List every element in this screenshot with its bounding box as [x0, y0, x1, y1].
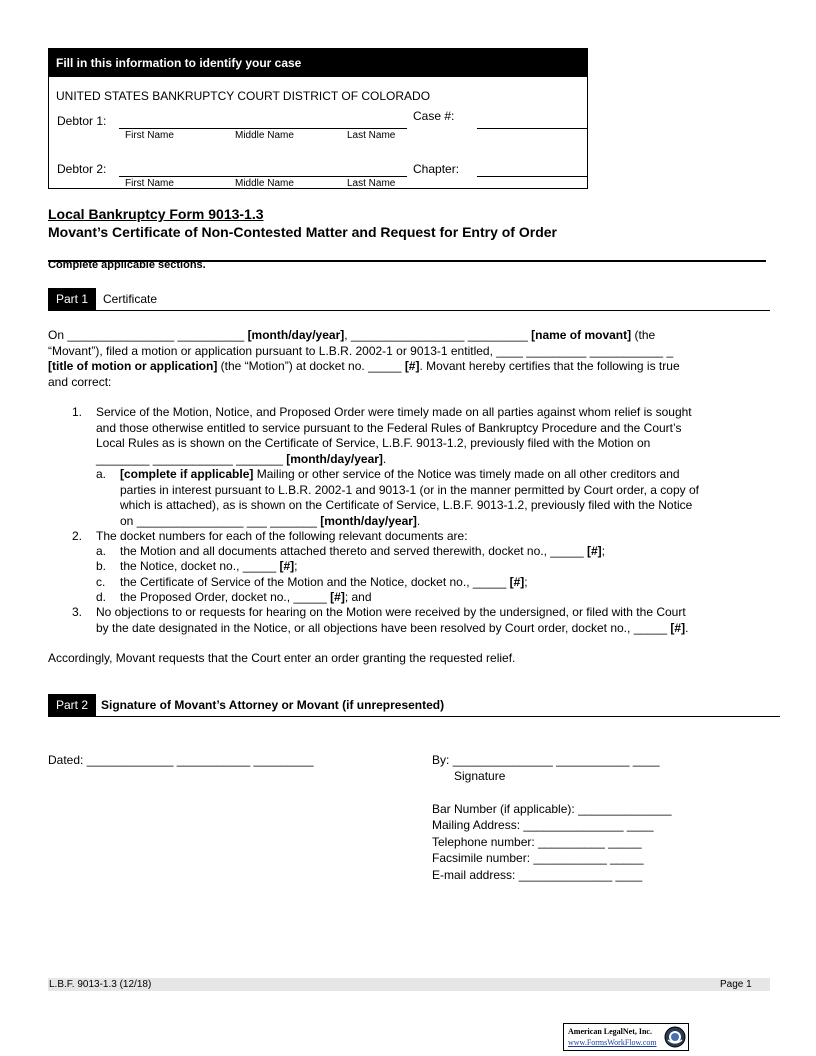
part2-divider [48, 716, 780, 717]
footer-page-number: Page 1 [720, 979, 752, 990]
debtor1-label: Debtor 1: [57, 114, 107, 128]
debtor2-label: Debtor 2: [57, 162, 107, 176]
item2c-letter: c. [96, 575, 106, 589]
form-title: Movant’s Certificate of Non-Contested Matter and Request for Entry of Order [48, 224, 557, 240]
filing-date-blank[interactable]: ________________ __________ [67, 328, 245, 342]
debtor2-last-name-label: Last Name [347, 178, 396, 189]
debtor2-middle-name-label: Middle Name [235, 178, 294, 189]
debtor1-middle-name-label: Middle Name [235, 130, 294, 141]
email-row: E-mail address: ______________ ____ [432, 868, 643, 882]
part1-title: Certificate [103, 292, 158, 306]
part1-tab: Part 1 [48, 288, 96, 310]
chapter-label: Chapter: [413, 162, 460, 176]
proposed-order-docket-no-blank[interactable]: _____ [293, 590, 327, 604]
bar-number-field[interactable]: ______________ [578, 802, 672, 816]
debtor1-last-name-label: Last Name [347, 130, 396, 141]
item2-intro: The docket numbers for each of the following relevant documents are: [96, 529, 468, 543]
bar-number-row: Bar Number (if applicable): ______________ [432, 802, 672, 816]
email-field[interactable]: ______________ ____ [518, 868, 643, 882]
facsimile-row: Facsimile number: ___________ _____ [432, 851, 644, 865]
closing-request: Accordingly, Movant requests that the Court enter an order granting the requested relief. [48, 651, 516, 665]
motion-docket-blank[interactable]: _____ [368, 359, 402, 373]
court-name: UNITED STATES BANKRUPTCY COURT DISTRICT OF COLORADO [56, 89, 431, 103]
part2-title: Signature of Movant’s Attorney or Movant (if unrepresented) [101, 698, 445, 712]
logo-company-name: American LegalNet, Inc. [568, 1027, 652, 1036]
debtor1-first-name-label: First Name [125, 130, 174, 141]
signature-field[interactable]: _______________ ___________ ____ [452, 753, 660, 767]
notice-service-date-blank[interactable]: ________________ ___ _______ [136, 513, 317, 528]
item1-number: 1. [72, 405, 83, 419]
item2a-letter: a. [96, 544, 107, 558]
item2d-text: the Proposed Order, docket no., _____ [#]; and [120, 590, 372, 604]
case-number-label: Case #: [413, 109, 455, 123]
debtor2-name-field[interactable] [119, 176, 407, 177]
item3-number: 3. [72, 605, 83, 619]
case-info-box [48, 48, 588, 189]
dated-row: Dated: _____________ ___________ _________ [48, 753, 314, 767]
by-row: By: _______________ ___________ ____ [432, 753, 660, 767]
footer-form-id: L.B.F. 9013-1.3 (12/18) [49, 979, 152, 990]
item3-text: No objections to or requests for hearing on the Motion were received by the undersigned, or filed with the Court by the date designated in the Notice, or all objections have been resolved by Court order, docket no., _____ [#]. [96, 605, 689, 635]
signature-label: Signature [454, 769, 506, 783]
telephone-row: Telephone number: __________ _____ [432, 835, 642, 849]
case-number-field[interactable] [477, 128, 587, 129]
resolution-docket-no-blank[interactable]: _____ [633, 620, 668, 635]
logo-url[interactable]: www.FormsWorkFlow.com [568, 1038, 657, 1047]
chapter-field[interactable] [477, 176, 587, 177]
globe-icon [664, 1026, 686, 1048]
part1-divider [48, 310, 770, 311]
item2c-text: the Certificate of Service of the Motion and the Notice, docket no., _____ [#]; [120, 575, 528, 589]
footer-bar [48, 978, 770, 991]
service-date-blank[interactable]: ________ ____________ _______ [96, 451, 283, 466]
movant-name-blank[interactable]: , _________________ _________ [344, 328, 528, 342]
facsimile-field[interactable]: ___________ _____ [533, 851, 644, 865]
motion-docket-no-blank[interactable]: _____ [550, 544, 584, 558]
intro-line-3: [title of motion or application] (the “Motion”) at docket no. _____ [#]. Movant hereby certifies that the following is true [48, 359, 680, 373]
telephone-field[interactable]: __________ _____ [538, 835, 642, 849]
item2-number: 2. [72, 529, 83, 543]
intro-line-4: and correct: [48, 374, 112, 389]
certificate-docket-no-blank[interactable]: _____ [472, 575, 507, 589]
item2a-text: the Motion and all documents attached thereto and served therewith, docket no., _____ [#]; [120, 544, 606, 558]
american-legalnet-logo[interactable] [563, 1023, 689, 1051]
dated-field[interactable]: _____________ ___________ _________ [86, 753, 314, 767]
mailing-address-field[interactable]: _______________ ____ [523, 818, 654, 832]
case-info-header [49, 49, 587, 77]
intro-paragraph [48, 328, 770, 390]
form-number-title: Local Bankruptcy Form 9013-1.3 [48, 206, 264, 222]
item2d-letter: d. [96, 590, 107, 604]
item2b-letter: b. [96, 559, 107, 573]
case-info-header-text: Fill in this information to identify your case [56, 56, 302, 70]
instructions: Complete applicable sections. [48, 260, 206, 270]
intro-line-1: On ________________ __________ [month/day/year], _________________ _________ [name of movant] (the [48, 328, 656, 342]
item1a-letter: a. [96, 467, 107, 481]
debtor2-first-name-label: First Name [125, 178, 174, 189]
motion-title-blank[interactable]: ____ _________ ___________ _ [496, 343, 674, 358]
debtor1-name-field[interactable] [119, 128, 407, 129]
intro-line-2: “Movant”), filed a motion or application pursuant to L.B.R. 2002-1 or 9013-1 entitled, ____ _________ ___________ _ [48, 343, 674, 358]
part2-tab: Part 2 [48, 694, 96, 716]
item1a-text: [complete if applicable] Mailing or other service of the Notice was timely made on all other creditors and parties in interest pursuant to L.B.R. 2002-1 and 9013-1 (or in the manner permitted by Court order, a copy of which is attached), as is shown on the Certificate of Service, L.B.F. 9013-1.2, previously filed with the Notice on ________________ ___ _______ [month/day/year]. [120, 467, 699, 528]
item2b-text: the Notice, docket no., _____ [#]; [120, 559, 298, 573]
notice-docket-no-blank[interactable]: _____ [242, 559, 277, 573]
item1-text: Service of the Motion, Notice, and Proposed Order were timely made on all parties against whom relief is sought and those otherwise entitled to service pursuant to the Federal Rules of Bankruptcy Procedure and the Court’s Local Rules as is shown on the Certificate of Service, L.B.F. 9013-1.2, previously filed with the Motion on ________ ____________ _______ [month/day/year]. [96, 405, 692, 466]
mailing-address-row: Mailing Address: _______________ ____ [432, 818, 654, 832]
